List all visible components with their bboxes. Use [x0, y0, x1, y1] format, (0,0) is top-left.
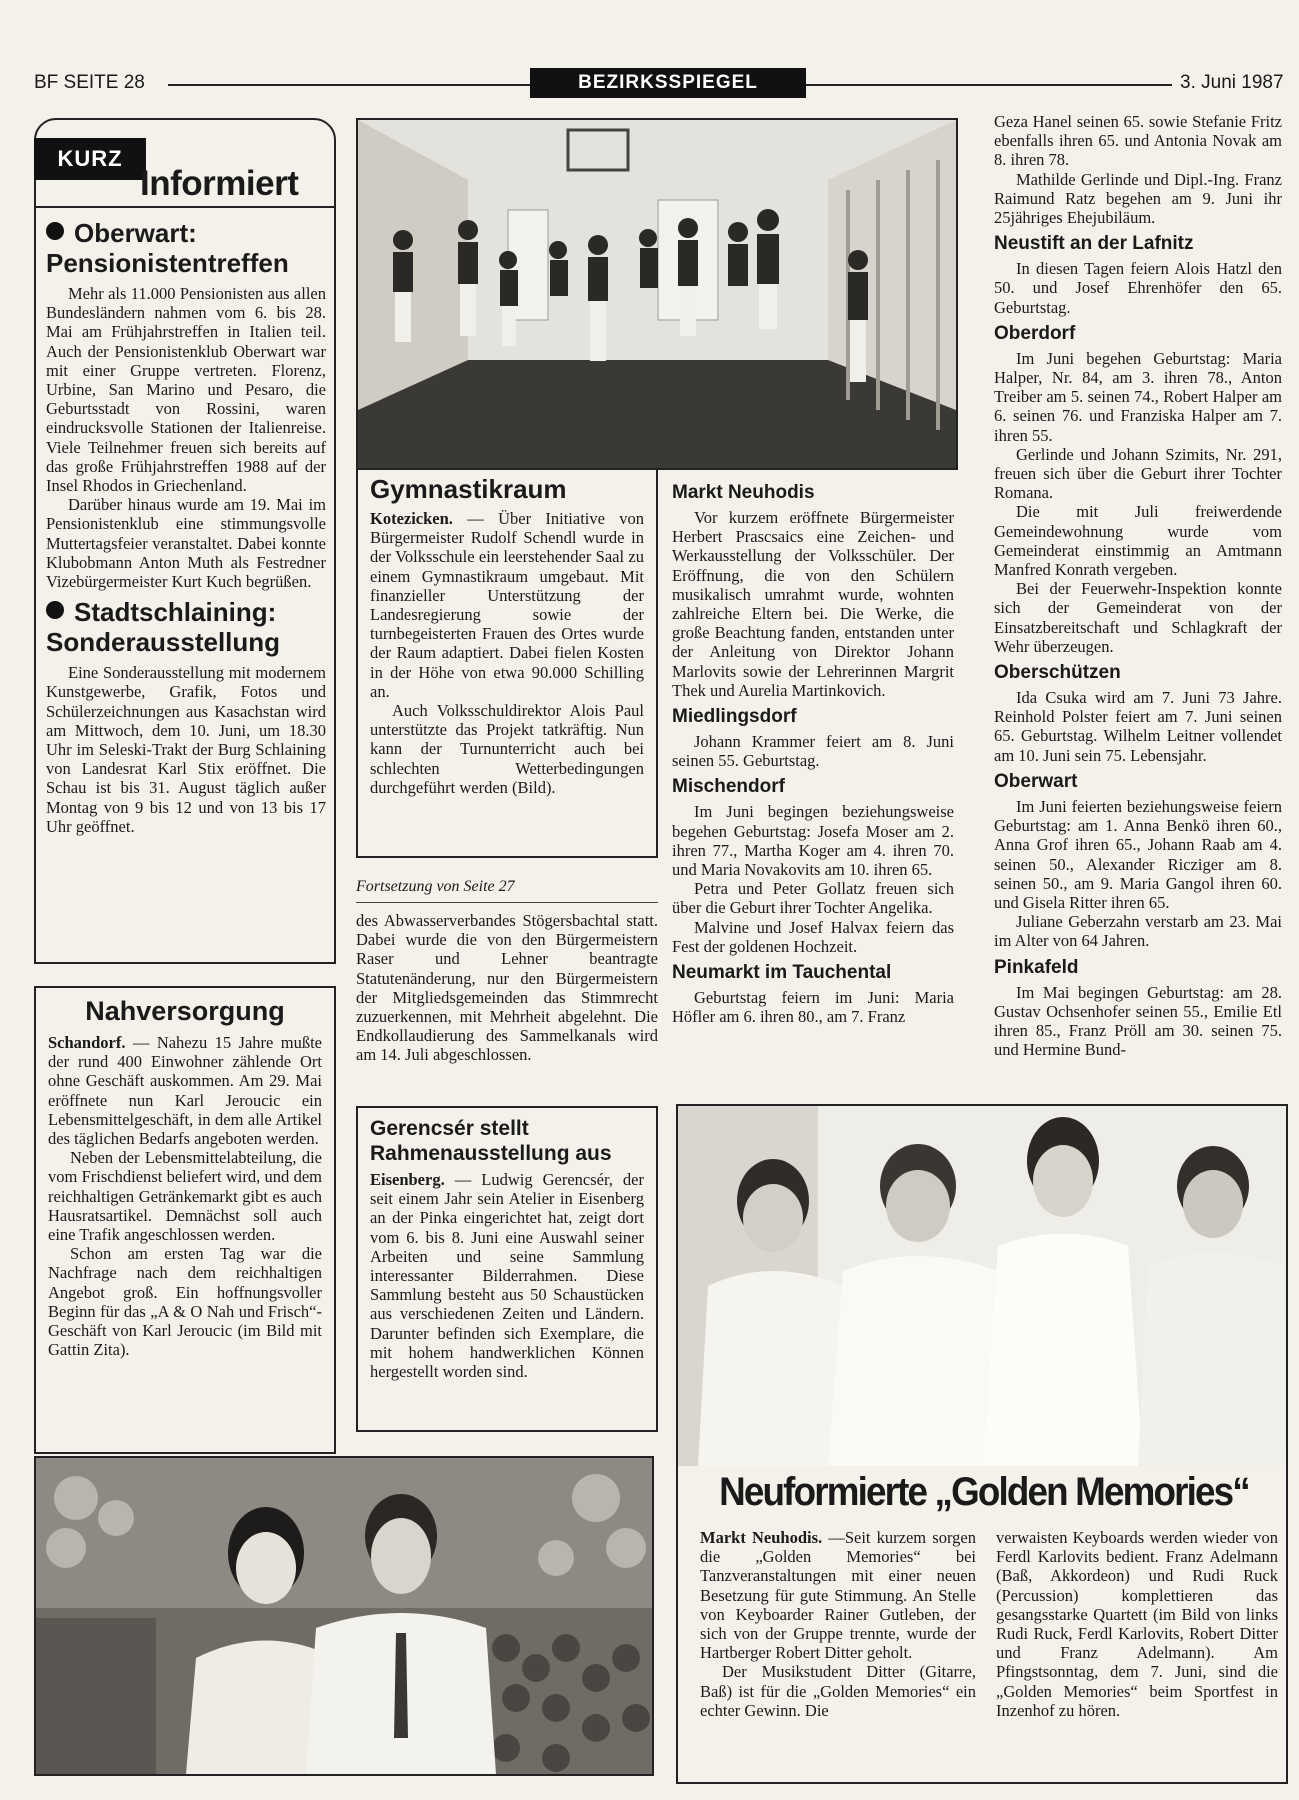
nahversorgung-headline: Nahversorgung — [85, 996, 285, 1026]
golden-memories-column-1 — [700, 1528, 976, 1720]
nahversorgung-paragraph-2: Neben der Lebensmittelabteilung, die vom Frischdienst beliefert wird, und dem reichhaltigen Getränkemarkt gibt es auch Hausratsartikel. Demnächst soll auch eine Trafik angeschlossen werden. — [48, 1148, 322, 1245]
fortsetzung-block — [356, 878, 658, 1065]
column-3 — [672, 476, 954, 1026]
page-header-date: 3. Juni 1987 — [1180, 72, 1284, 93]
golden-memories-box — [676, 1104, 1288, 1784]
neustift-paragraph: In diesen Tagen feiern Alois Hatzl den 50. und Josef Ehrenhöfer den 65. Geburtstag. — [994, 259, 1282, 317]
nahversorgung-box — [34, 986, 336, 1454]
markt-neuhodis-headline: Markt Neuhodis — [672, 482, 815, 503]
neumarkt-headline: Neumarkt im Tauchental — [672, 962, 892, 984]
gymnastikraum-paragraph-1: Kotezicken. — Über Initiative von Bürgermeister Rudolf Schendl wurde in der Volksschule ein leerstehender Saal zu einem Gymnastikraum umgebaut. Mit finanzieller Unterstützung der Landesregierung sowie der turnbegeisterten Frauen des Ortes wurde der Raum adaptiert. Dabei fielen Kosten in der Höhe von etwa 90.000 Schilling an. — [370, 509, 645, 701]
photo-gymnastics-room — [356, 118, 958, 470]
mischendorf-paragraph-2: Petra und Peter Gollatz freuen sich über die Geburt ihrer Tochter Angelika. — [672, 879, 954, 918]
gymnastikraum-box — [356, 468, 658, 858]
gerencser-headline: Gerencsér stellt Rahmenausstellung aus — [370, 1117, 612, 1165]
oberwart-births-headline: Oberwart — [994, 770, 1078, 792]
oberwart-births-paragraph-2: Juliane Geberzahn verstarb am 23. Mai im Alter von 64 Jahren. — [994, 912, 1282, 951]
fortsetzung-label: Fortsetzung von Seite 27 — [356, 878, 658, 903]
golden-memories-headline: Neuformierte „Golden Memories“ — [719, 1470, 1249, 1514]
schlaining-headline: Stadtschlaining: Sonderausstellung — [46, 597, 281, 658]
gerencser-box — [356, 1106, 658, 1432]
golden-memories-paragraph-3: verwaisten Keyboards werden wieder von Ferdl Karlovits bedient. Franz Adelmann (Baß, Akkordeon) und Rudi Ruck (Percussion) komplettieren das gesangsstarke Quartett (im Bild von links Rudi Ruck, Ferdl Karlovits, Robert Ditter und Franz Adelmann). Am Pfingstsonntag, dem 7. Juni, sind die „Golden Memories“ beim Sportfest in Inzenhof zu hören. — [996, 1528, 1278, 1720]
miedlingsdorf-paragraph: Johann Krammer feiert am 8. Juni seinen 55. Geburtstag. — [672, 732, 954, 771]
header-rule-right — [806, 84, 1172, 86]
neumarkt-paragraph: Geburtstag feiern im Juni: Maria Höfler am 6. ihren 80., am 7. Franz — [672, 988, 954, 1027]
section-banner — [530, 68, 806, 98]
nahversorgung-paragraph-3: Schon am ersten Tag war die Nachfrage nach dem reichhaltigen Angebot groß. Ein hoffnungsvoller Beginn für das „A & O Nah und Frisch“-Geschäft von Karl Jeroucic (im Bild mit Gattin Zita). — [48, 1244, 322, 1360]
kurz-informiert-box — [34, 118, 336, 964]
pinkafeld-headline: Pinkafeld — [994, 956, 1079, 978]
gym-photo-illustration — [358, 120, 956, 468]
neustift-headline: Neustift an der Lafnitz — [994, 233, 1194, 255]
oberwart-paragraph-2: Darüber hinaus wurde am 19. Mai im Pensionistenklub eine stimmungsvolle Muttertagsfeier veranstaltet. Dabei konnte Klubobmann Anton Muth als Festredner Vizebürgermeister Kurt Kuch begrüßen. — [46, 495, 326, 592]
bullet-icon — [46, 601, 64, 619]
continued-paragraph-1: Geza Hanel seinen 65. sowie Stefanie Fritz ebenfalls ihren 65. und Antonia Novak am 8. ihren 78. — [994, 112, 1282, 170]
informiert-logo-text: Informiert — [140, 164, 299, 203]
markt-neuhodis-paragraph: Vor kurzem eröffnete Bürgermeister Herbert Prascsaics eine Zeichen- und Werkausstellung der Volksschüler. Der Eröffnung, die von den Schülern musikalisch umrahmt wurde, wohnten zahlreiche Eltern bei. Die Werke, die große Beachtung fanden, entstanden unter der Anleitung von Direktor Johann Marlovits sowie der Lehrerinnen Margrit Thek und Aurelia Martinkovich. — [672, 508, 954, 700]
golden-memories-column-2 — [996, 1528, 1278, 1720]
oberdorf-paragraph-1: Im Juni begehen Geburtstag: Maria Halper, Nr. 84, am 3. ihren 78., Anton Treiber am 5. seinen 74., Robert Halper am 6. seinen 76. und Franziska Halper am 7. ihren 55. — [994, 348, 1282, 445]
bullet-icon — [46, 222, 64, 240]
golden-memories-paragraph-1: Markt Neuhodis. —Seit kurzem sorgen die „Golden Memories“ bei Tanzveranstaltungen mit einer neuen Besetzung für gute Stimmung. An Stelle von Keyboarder Rainer Gutleben, der sich von der Gruppe trennte, wurde der Hartberger Robert Ditter geholt. — [700, 1528, 976, 1663]
kurz-logo — [34, 138, 146, 180]
mischendorf-paragraph-1: Im Juni begingen beziehungsweise begehen Geburtstag: Josefa Moser am 2. ihren 77., Martha Koger am 4. ihren 70. und Maria Novakovits am 10. ihren 65. — [672, 802, 954, 880]
oberdorf-paragraph-2: Gerlinde und Johann Szimits, Nr. 291, freuen sich über die Geburt ihrer Tochter Romana. — [994, 444, 1282, 503]
gymnastikraum-headline: Gymnastikraum — [370, 474, 567, 504]
column-4 — [994, 112, 1282, 1059]
fortsetzung-paragraph: des Abwasserverbandes Stögersbachtal statt. Dabei wurde die von den Bürgermeistern Raser und Lehner beantragte Statutenänderung, nur den Bürgermeistern der Mitgliedsgemeinden das Stimmrecht zuzuerkennen, mit Mehrheit abgelehnt. Die Endkollaudierung des Sammelkanals wird am 14. Juli abgeschlossen. — [356, 911, 658, 1065]
oberschuetzen-headline: Oberschützen — [994, 662, 1121, 684]
page-header-left: BF SEITE 28 — [34, 72, 145, 93]
gymnastikraum-paragraph-2: Auch Volksschuldirektor Alois Paul unterstützte das Projekt tatkräftig. Nun kann der Turnunterricht auch bei schlechten Wetterbedingungen durchgeführt werden (Bild). — [370, 701, 644, 797]
golden-memories-paragraph-2: Der Musikstudent Ditter (Gitarre, Baß) ist für die „Golden Memories“ ein echter Gewinn. Die — [700, 1662, 976, 1720]
miedlingsdorf-headline: Miedlingsdorf — [672, 706, 797, 728]
oberschuetzen-paragraph: Ida Csuka wird am 7. Juni 73 Jahre. Reinhold Polster feiert am 7. Juni seinen 65. Geburtstag. Wilhelm Leitner vollendet am 10. Juni sein 75. Lebensjahr. — [994, 688, 1282, 765]
kurz-logo-text: KURZ — [57, 146, 123, 171]
oberdorf-headline: Oberdorf — [994, 322, 1076, 344]
oberwart-paragraph-1: Mehr als 11.000 Pensionisten aus allen Bundesländern nahmen vom 6. bis 28. Mai am Frühjahrstreffen in Italien teil. Auch der Pensionistenklub Oberwart war mit einer Gruppe vertreten. Florenz, Urbine, San Marino und Pesaro, die Geburtsstadt von Rossini, waren eindrucksvolle Stationen der Italienreise. Viele Teilnehmer freuen sich bereits auf das große Frühjahrstreffen 1988 auf der Insel Rhodos in Griechenland. — [46, 284, 326, 496]
gerencser-paragraph: Eisenberg. — Ludwig Gerencsér, der seit einem Jahr sein Atelier in Eisenberg an der Pinka eingerichtet hat, zeigt dort vom 6. bis 8. Juni eine Auswahl seiner Arbeiten und seine Sammlung interessanter Bilderrahmen. Diese Sammlung besteht aus 50 Schaustücken aus verschiedenen Zeiten und Ländern. Darunter befinden sich Exemplare, die mit hohem handwerklichen Können hergestellt worden sind. — [370, 1170, 645, 1382]
photo-shop-owners — [34, 1456, 654, 1776]
pinkafeld-paragraph: Im Mai begingen Geburtstag: am 28. Gustav Ochsenhofer seinen 55., Emilie Etl ihren 85., Franz Pröll am 30. seinen 75. und Hermine Bund- — [994, 982, 1282, 1060]
shop-photo-illustration — [36, 1458, 652, 1774]
photo-golden-memories-band — [678, 1106, 1286, 1466]
mischendorf-headline: Mischendorf — [672, 776, 785, 798]
oberwart-births-paragraph-1: Im Juni feierten beziehungsweise feiern Geburtstag: am 1. Anna Benkö ihren 60., Anna Grof ihren 65., Johann Raab am 4. seinen 50., Alexander Ricziger am 8. seinen 50., am 9. Maria Gangol ihren 60. und Gisela Ritter ihren 65. — [994, 796, 1282, 912]
band-photo-illustration — [678, 1106, 1286, 1466]
logo-underline — [34, 206, 336, 208]
nahversorgung-paragraph-1: Schandorf. — Nahezu 15 Jahre mußte der rund 400 Einwohner zählende Ort ohne Geschäft auskommen. Am 29. Mai eröffnete nun Karl Jeroucic ein Lebensmittelgeschäft, in dem alle Artikel des täglichen Bedarfs angeboten werden. — [48, 1033, 322, 1149]
schlaining-paragraph: Eine Sonderausstellung mit modernem Kunstgewerbe, Grafik, Fotos und Schülerzeichnungen aus Kasachstan wird am Mittwoch, dem 10. Juni, um 18.30 Uhr im Seleski-Trakt der Burg Schlaining von Landesrat Karl Stix eröffnet. Die Schau ist bis 31. August täglich außer Montag von 9 bis 12 und von 13 bis 17 Uhr geöffnet. — [46, 663, 326, 836]
oberdorf-paragraph-3: Die mit Juli freiwerdende Gemeindewohnung wurde vom Gemeinderat einstimmig an Amtmann Manfred Konrath vergeben. — [994, 502, 1282, 580]
header-rule-left — [168, 84, 530, 86]
oberwart-headline: Oberwart: Pensionistentreffen — [46, 218, 289, 278]
continued-paragraph-2: Mathilde Gerlinde und Dipl.-Ing. Franz Raimund Ratz begehen am 9. Juni ihr 25jähriges Ehejubiläum. — [994, 169, 1282, 228]
oberdorf-paragraph-4: Bei der Feuerwehr-Inspektion konnte sich der Gemeinderat von der Einsatzbereitschaft und Schlagkraft der Wehr überzeugen. — [994, 579, 1282, 656]
section-banner-text: BEZIRKSSPIEGEL — [578, 72, 758, 93]
mischendorf-paragraph-3: Malvine und Josef Halvax feiern das Fest der goldenen Hochzeit. — [672, 917, 954, 956]
